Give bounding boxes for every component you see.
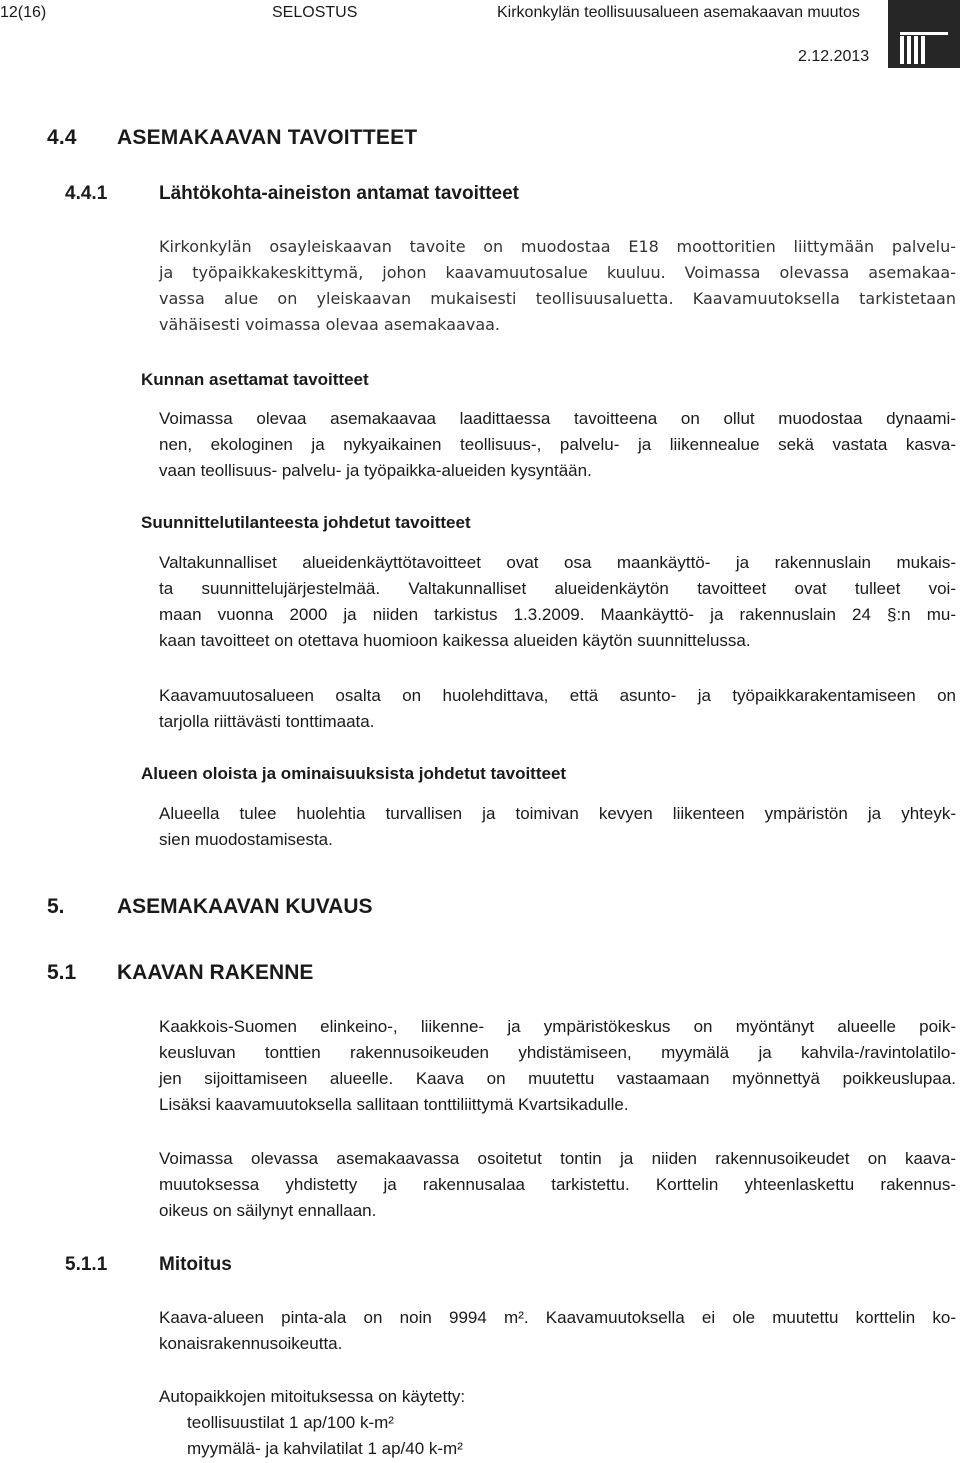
- text-line: Kirkonkylän osayleiskaavan tavoite on muodostaa E18 moottoritien liittymään palvelu-: [159, 237, 956, 256]
- parking-paragraph: [159, 1384, 956, 1462]
- suunnittelu-paragraph: [159, 550, 956, 654]
- municipal-logo-icon: [888, 0, 960, 68]
- text-line: konaisrakennusoikeutta.: [159, 1334, 343, 1353]
- subheading-suunnittelu: Suunnittelutilanteesta johdetut tavoitteet: [141, 513, 471, 532]
- section-5-number: 5.: [47, 895, 65, 918]
- text-line: ja työpaikkakeskittymä, johon kaavamuutosalue kuuluu. Voimassa olevassa asemakaa-: [159, 263, 956, 282]
- parking-title: Autopaikkojen mitoituksessa on käytetty:: [159, 1387, 466, 1406]
- section-5-1-1-title: Mitoitus: [159, 1254, 232, 1275]
- section-4-4-1-title: Lähtökohta-aineiston antamat tavoitteet: [159, 183, 519, 204]
- text-line: tarjolla riittävästi tonttimaata.: [159, 712, 375, 731]
- text-line: keusluvan tonttien rakennusoikeuden yhdistämiseen, myymälä ja kahvila-/ravintolatilo-: [159, 1043, 956, 1062]
- text-line: vähäisesti voimassa olevaa asemakaavaa.: [159, 315, 501, 334]
- text-line: kaan tavoitteet on otettava huomioon kaikessa alueiden käytön suunnittelussa.: [159, 631, 751, 650]
- text-line: Voimassa olevassa asemakaavassa osoitetut tontin ja niiden rakennusoikeudet on kaava-: [159, 1149, 956, 1168]
- alueen-paragraph: [159, 801, 956, 853]
- text-line: Kaakkois-Suomen elinkeino-, liikenne- ja ympäristökeskus on myöntänyt alueelle poik-: [159, 1017, 956, 1036]
- section-5-1-number: 5.1: [47, 961, 77, 984]
- page-number: 12(16): [0, 4, 47, 21]
- section-5-1-paragraph: [159, 1014, 956, 1118]
- text-line: sien muodostamisesta.: [159, 830, 333, 849]
- section-4-4-1-paragraph: [159, 234, 956, 338]
- section-5-1-paragraph-2: [159, 1146, 956, 1224]
- text-line: vaan teollisuus- palvelu- ja työpaikka-alueiden kysyntään.: [159, 461, 592, 480]
- text-line: oikeus on säilynyt ennallaan.: [159, 1201, 377, 1220]
- text-line: Voimassa olevaa asemakaavaa laadittaessa tavoitteena on ollut muodostaa dynaami-: [159, 409, 956, 428]
- text-line: nen, ekologinen ja nykyaikainen teollisuus-, palvelu- ja liikennealue sekä vastata kasva-: [159, 435, 956, 454]
- document-date: 2.12.2013: [798, 48, 870, 65]
- text-line: muutoksessa yhdistetty ja rakennusalaa tarkistettu. Korttelin yhteenlaskettu rakennus-: [159, 1175, 956, 1194]
- list-item: myymälä- ja kahvilatilat 1 ap/40 k-m²: [187, 1439, 463, 1458]
- text-line: Lisäksi kaavamuutoksella sallitaan tonttiliittymä Kvartsikadulle.: [159, 1095, 629, 1114]
- section-5-title: ASEMAKAAVAN KUVAUS: [117, 895, 373, 918]
- text-line: Valtakunnalliset alueidenkäyttötavoitteet ovat osa maankäyttö- ja rakennuslain mukais-: [159, 553, 956, 572]
- document-type: SELOSTUS: [272, 4, 358, 21]
- text-line: jen sijoittamiseen alueelle. Kaava on muutettu vastaamaan myönnettyä poikkeuslupaa.: [159, 1069, 956, 1088]
- subheading-alueen: Alueen oloista ja ominaisuuksista johdetut tavoitteet: [141, 764, 567, 783]
- section-4-4-1-number: 4.4.1: [65, 183, 108, 204]
- kunnan-paragraph: [159, 406, 956, 484]
- section-5-1-title: KAAVAN RAKENNE: [117, 961, 314, 984]
- section-4-4-number: 4.4: [47, 126, 77, 149]
- text-line: vassa alue on yleiskaavan mukaisesti teollisuusaluetta. Kaavamuutoksella tarkistetaan: [159, 289, 956, 308]
- mitoitus-paragraph: [159, 1305, 956, 1357]
- text-line: Kaavamuutosalueen osalta on huolehdittava, että asunto- ja työpaikkarakentamiseen on: [159, 686, 956, 705]
- document-title: Kirkonkylän teollisuusalueen asemakaavan muutos: [497, 4, 860, 21]
- list-item: teollisuustilat 1 ap/100 k-m²: [187, 1413, 394, 1432]
- text-line: Alueella tulee huolehtia turvallisen ja toimivan kevyen liikenteen ympäristön ja yhteyk-: [159, 804, 956, 823]
- text-line: ta suunnittelujärjestelmää. Valtakunnalliset alueidenkäytön tavoitteet ovat tulleet voi-: [159, 579, 956, 598]
- text-line: maan vuonna 2000 ja niiden tarkistus 1.3.2009. Maankäyttö- ja rakennuslain 24 §:n mu-: [159, 605, 956, 624]
- section-5-1-1-number: 5.1.1: [65, 1254, 108, 1275]
- section-4-4-title: ASEMAKAAVAN TAVOITTEET: [117, 126, 418, 149]
- subheading-kunnan: Kunnan asettamat tavoitteet: [141, 370, 369, 389]
- suunnittelu-paragraph-2: [159, 683, 956, 735]
- text-line: Kaava-alueen pinta-ala on noin 9994 m². Kaavamuutoksella ei ole muutettu korttelin ko-: [159, 1308, 956, 1327]
